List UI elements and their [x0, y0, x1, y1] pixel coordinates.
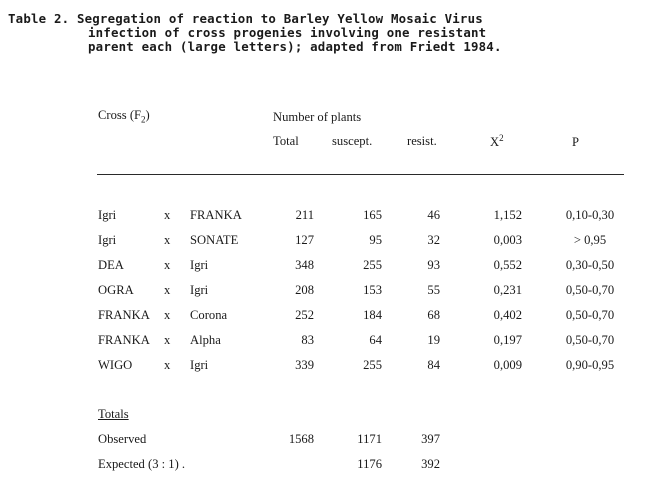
cell-parent-2: SONATE: [190, 233, 239, 247]
header-total: Total: [273, 134, 299, 148]
cell-chi-square: 0,552: [493, 258, 522, 272]
cell-chi-square: 1,152: [493, 208, 522, 222]
cell-parent-1: Igri: [98, 208, 117, 222]
cell-parent-2: Igri: [190, 358, 209, 372]
header-rule: [97, 174, 624, 175]
cell-p: 0,90-0,95: [565, 358, 615, 372]
cell-cross-symbol: x: [164, 283, 171, 297]
cell-p: > 0,95: [573, 233, 607, 247]
cell-chi-square: 0,003: [493, 233, 522, 247]
cell-suscept: 165: [363, 208, 382, 222]
header-cross: Cross $(F_2)$: [98, 108, 150, 125]
cell-chi-square: 0,231: [493, 283, 522, 297]
cell-parent-1: WIGO: [98, 358, 133, 372]
caption-line-1: Table 2. Segregation of reaction to Barley Yellow Mosaic Virus: [8, 11, 483, 26]
cell-p: 0,30-0,50: [565, 258, 615, 272]
cell-p: 0,50-0,70: [565, 333, 615, 347]
cell-cross-symbol: x: [164, 358, 171, 372]
header-resist: resist.: [407, 134, 437, 148]
cell-p: 0,50-0,70: [565, 308, 615, 322]
totals-label: Totals: [98, 407, 129, 421]
cell-parent-1: FRANKA: [98, 333, 150, 347]
cell-resist: 84: [427, 358, 440, 372]
cell-chi-square: 0,009: [493, 358, 522, 372]
cell-suscept: 255: [363, 358, 382, 372]
cell-total: 83: [301, 333, 314, 347]
cell-parent-1: OGRA: [98, 283, 134, 297]
header-suscept: suscept.: [332, 134, 373, 148]
cell-resist: 68: [427, 308, 440, 322]
cell-parent-1: Igri: [98, 233, 117, 247]
header-p: P: [572, 135, 580, 149]
observed-label: Observed: [98, 432, 147, 446]
cell-suscept: 95: [369, 233, 382, 247]
cell-resist: 46: [427, 208, 440, 222]
expected-suscept: 1176: [357, 457, 382, 471]
cell-suscept: 64: [369, 333, 382, 347]
cell-suscept: 153: [363, 283, 382, 297]
cell-parent-2: FRANKA: [190, 208, 242, 222]
cell-total: 348: [295, 258, 314, 272]
cell-cross-symbol: x: [164, 258, 171, 272]
cell-total: 211: [295, 208, 314, 222]
cell-total: 252: [295, 308, 314, 322]
cell-p: 0,10-0,30: [565, 208, 615, 222]
cell-suscept: 184: [363, 308, 382, 322]
caption-line-2: infection of cross progenies involving one resistant: [88, 25, 487, 40]
cell-cross-symbol: x: [164, 333, 171, 347]
expected-label: Expected (3 : 1) .: [98, 457, 186, 471]
cell-p: 0,50-0,70: [565, 283, 615, 297]
expected-resist: 392: [421, 457, 440, 471]
caption-line-3: parent each (large letters); adapted from Friedt 1984.: [88, 39, 502, 54]
table-caption: [8, 12, 502, 54]
cell-cross-symbol: x: [164, 208, 171, 222]
cell-parent-2: Igri: [190, 283, 209, 297]
cell-cross-symbol: x: [164, 308, 171, 322]
cell-total: 127: [295, 233, 314, 247]
observed-total: 1568: [288, 432, 314, 446]
cell-parent-1: DEA: [98, 258, 124, 272]
cell-chi-square: 0,197: [493, 333, 522, 347]
cell-total: 208: [295, 283, 314, 297]
cell-resist: 32: [427, 233, 440, 247]
header-chi-square: $X^2$: [490, 132, 504, 149]
cell-parent-2: Igri: [190, 258, 209, 272]
observed-suscept: 1171: [357, 432, 382, 446]
cell-resist: 55: [427, 283, 440, 297]
observed-resist: 397: [421, 432, 440, 446]
cell-resist: 19: [427, 333, 440, 347]
cell-cross-symbol: x: [164, 233, 171, 247]
cell-total: 339: [295, 358, 314, 372]
cell-parent-2: Alpha: [190, 333, 221, 347]
cell-chi-square: 0,402: [493, 308, 522, 322]
header-number-of-plants: Number of plants: [273, 110, 362, 124]
cell-suscept: 255: [363, 258, 382, 272]
cell-parent-1: FRANKA: [98, 308, 150, 322]
cell-resist: 93: [427, 258, 440, 272]
cell-parent-2: Corona: [190, 308, 228, 322]
